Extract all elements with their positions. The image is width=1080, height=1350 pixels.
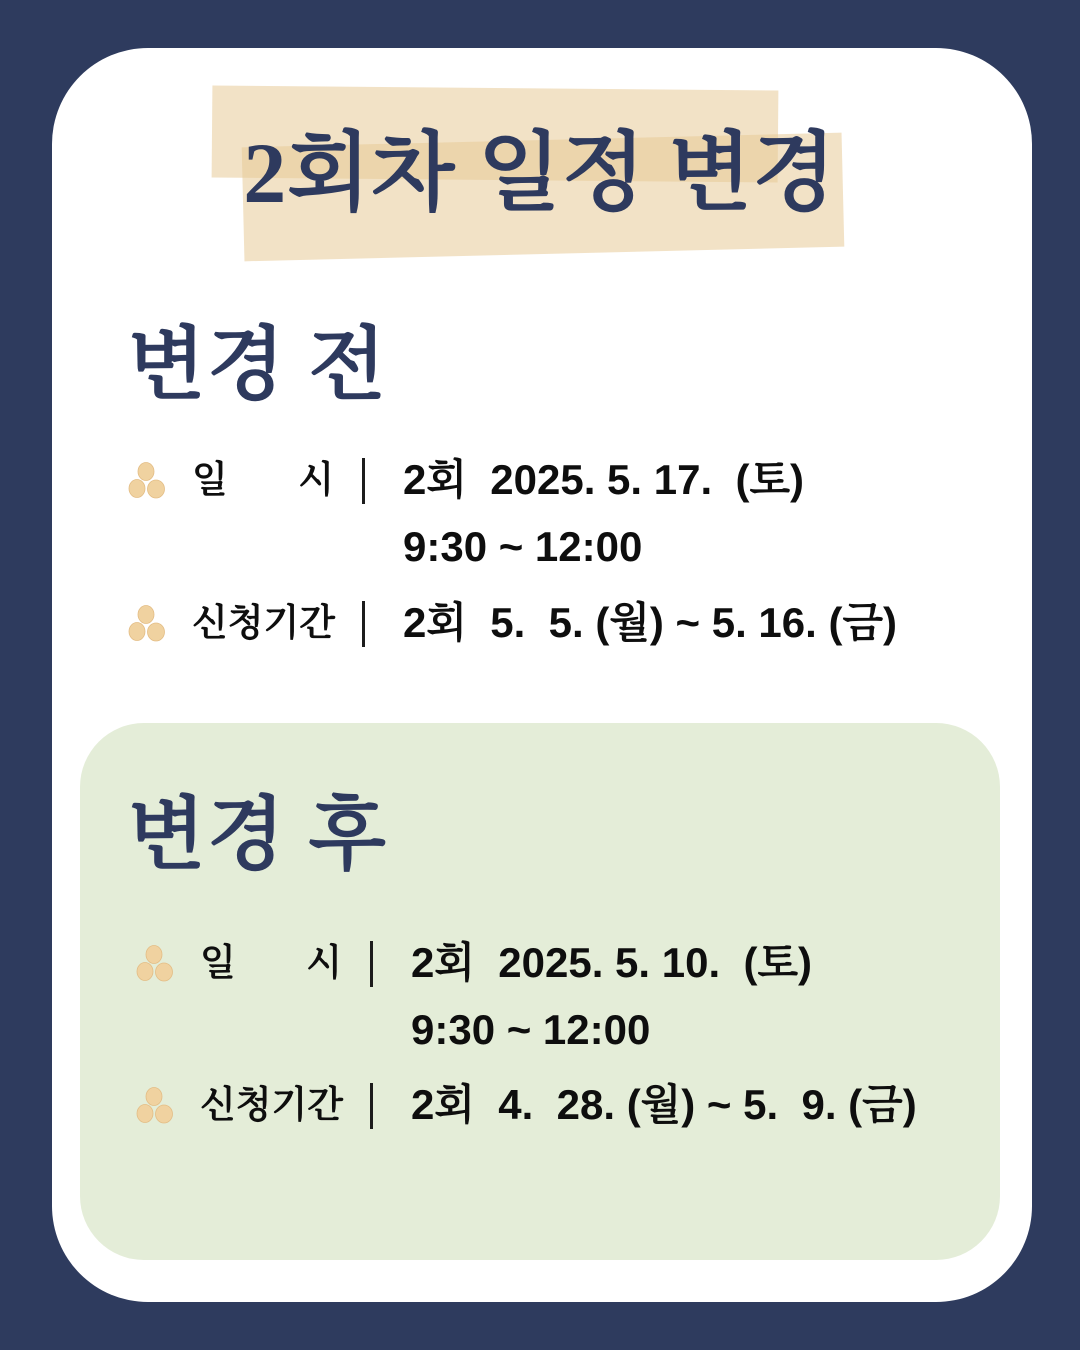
section-heading-before: 변경 전 [128,322,388,410]
label-value-divider [370,1083,373,1129]
row-value-date: 2회 2025. 5. 17. (토) [403,456,805,503]
poster-title: 2회차 일정 변경 [243,125,837,221]
schedule-row-before-datetime [128,455,1028,572]
row-value-date: 2회 2025. 5. 10. (토) [411,939,813,986]
clover-dots-icon [128,605,166,643]
row-label-application-period: 신청기간 [192,602,335,643]
section-heading-after: 변경 후 [128,792,388,880]
row-value-block [403,598,897,648]
row-value-block [403,455,804,572]
row-value-block [411,938,812,1055]
row-value-time: 9:30 ~ 12:00 [403,523,643,570]
row-label-datetime: 일 시 [200,942,342,983]
row-label-datetime: 일 시 [192,459,334,500]
schedule-row-after-application [136,1080,1036,1130]
label-value-divider [362,458,365,504]
row-label-application-period: 신청기간 [200,1084,343,1125]
schedule-row-after-datetime [136,938,1036,1055]
row-value-block [411,1080,917,1130]
label-value-divider [370,941,373,987]
clover-dots-icon [128,462,166,500]
row-value-period: 2회 5. 5. (월) ~ 5. 16. (금) [403,599,898,646]
row-value-time: 9:30 ~ 12:00 [411,1006,651,1053]
row-value-period: 2회 4. 28. (월) ~ 5. 9. (금) [411,1081,917,1128]
schedule-row-before-application [128,598,1028,648]
clover-dots-icon [136,1087,174,1125]
clover-dots-icon [136,945,174,983]
label-value-divider [362,601,365,647]
